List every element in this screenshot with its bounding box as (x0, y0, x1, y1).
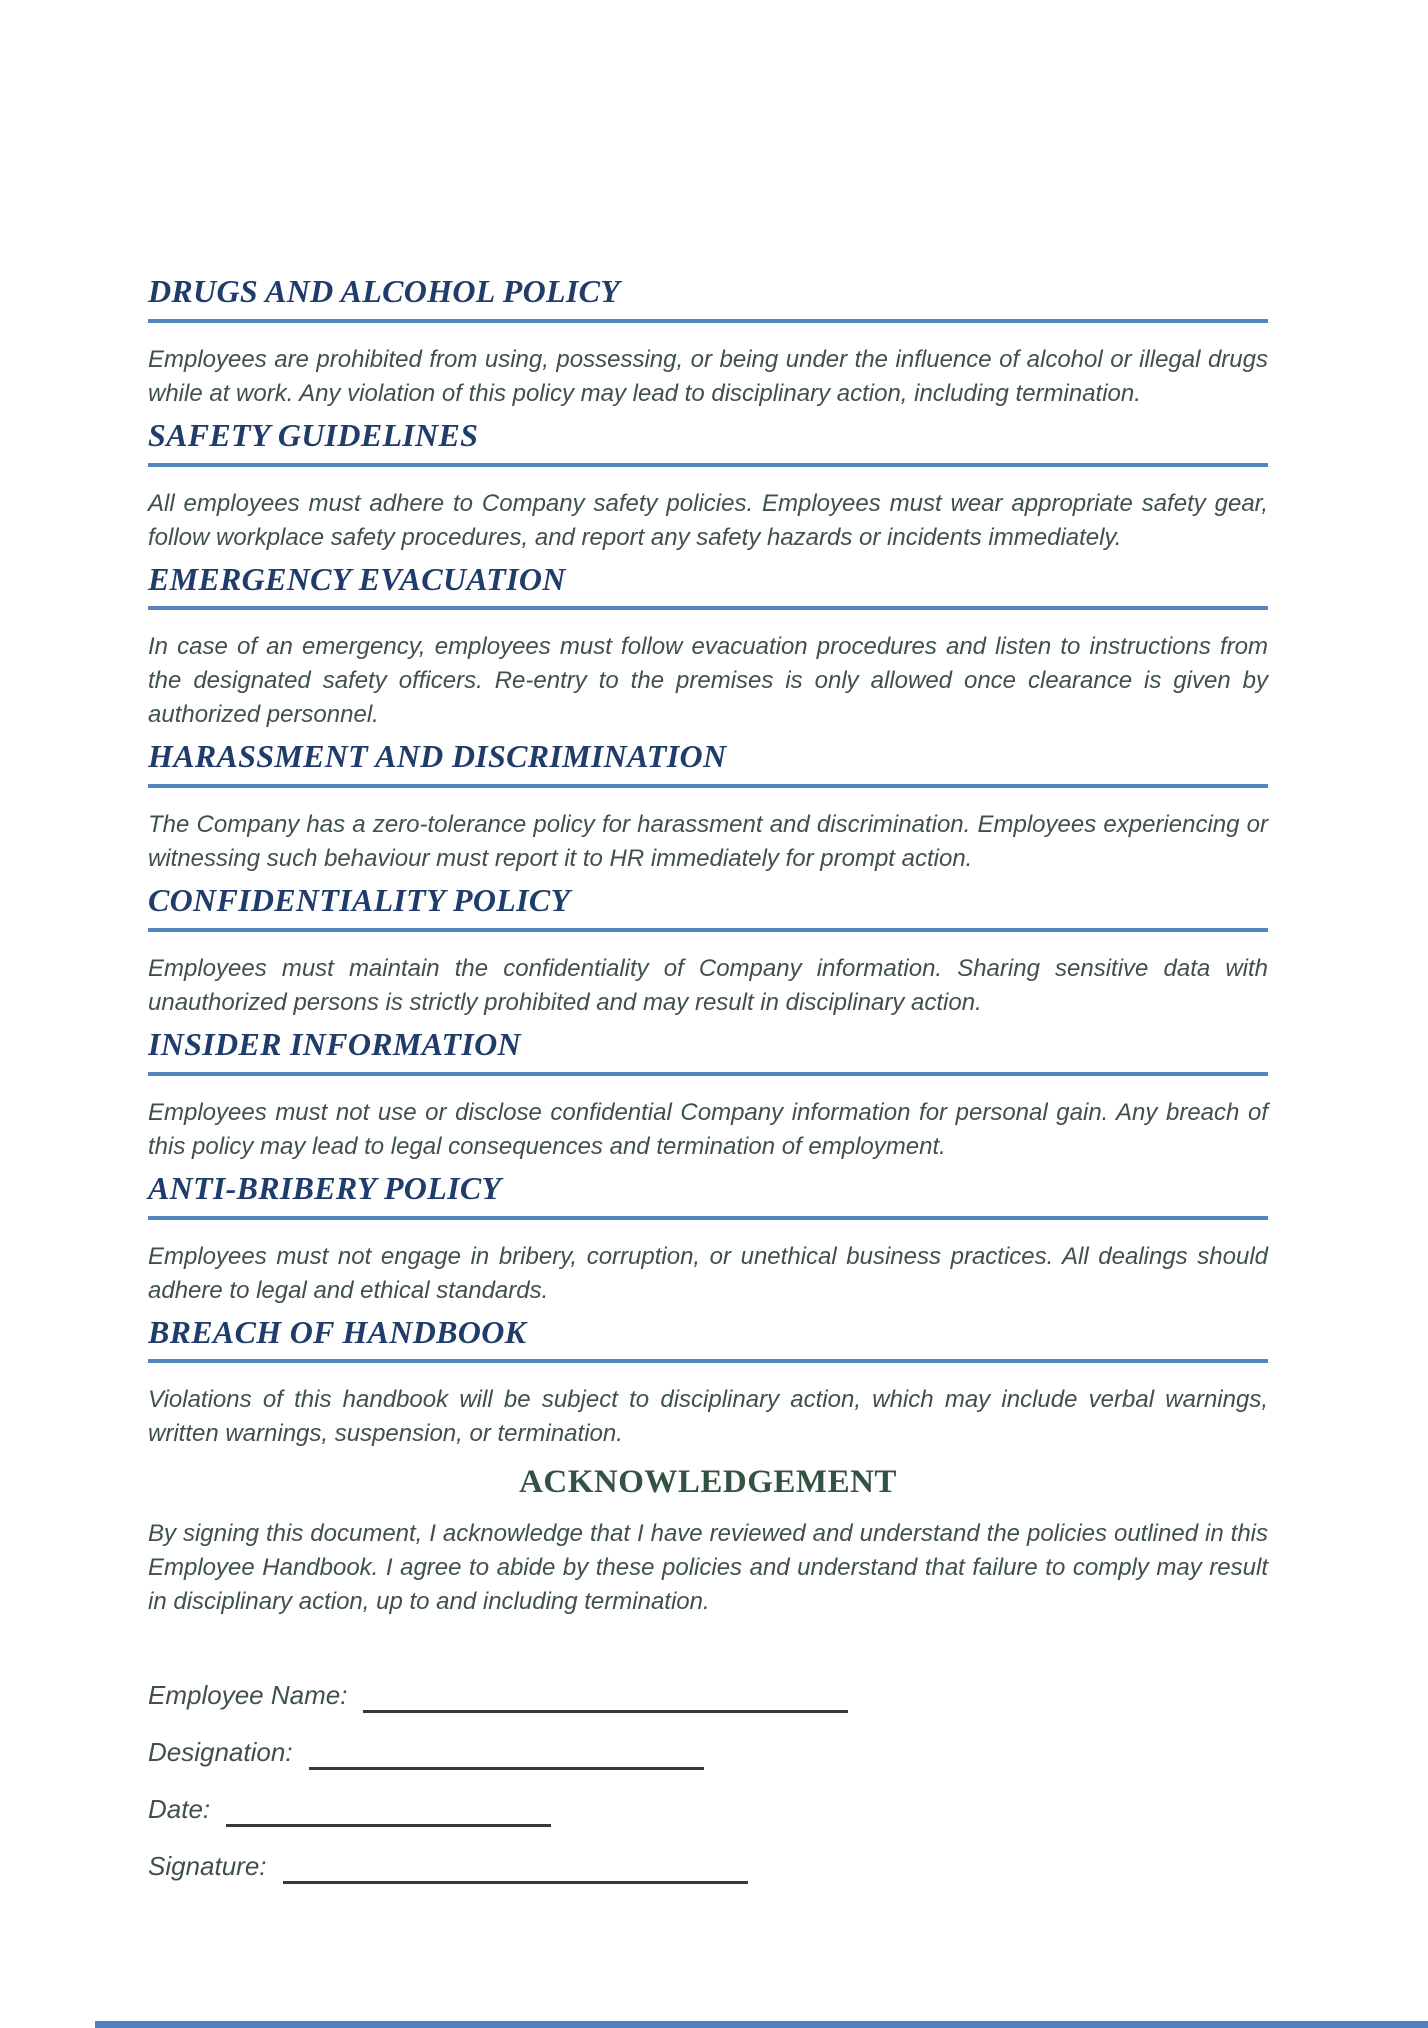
section-heading: CONFIDENTIALITY POLICY (148, 882, 1268, 932)
section-body: Employees are prohibited from using, possessing, or being under the influence of alcohol or illegal drugs while at work. Any violation of this policy may lead to disciplinary action, including termination. (148, 345, 1268, 407)
date-label: Date: (148, 1793, 211, 1824)
policy-section (148, 1170, 1268, 1308)
signature-block (148, 1677, 1268, 1884)
section-heading: INSIDER INFORMATION (148, 1026, 1268, 1076)
policy-section (148, 1026, 1268, 1164)
date-row (148, 1791, 1268, 1827)
section-body: In case of an emergency, employees must follow evacuation procedures and listen to instructions from the designated safety officers. Re-entry to the premises is only allowed once clearance is given by authorized personnel. (148, 633, 1268, 729)
section-body: Employees must not use or disclose confidential Company information for personal gain. Any breach of this policy may lead to legal consequences and termination of employment. (148, 1098, 1268, 1160)
policy-section (148, 882, 1268, 1020)
section-heading: EMERGENCY EVACUATION (148, 561, 1268, 611)
section-body: All employees must adhere to Company safety policies. Employees must wear appropriate safety gear, follow workplace safety procedures, and report any safety hazards or incidents immediately. (148, 489, 1268, 551)
signature-label: Signature: (148, 1850, 267, 1881)
employee-name-label: Employee Name: (148, 1679, 348, 1710)
section-heading: HARASSMENT AND DISCRIMINATION (148, 738, 1268, 788)
designation-label: Designation: (148, 1736, 293, 1767)
section-body: Employees must maintain the confidentiality of Company information. Sharing sensitive data with unauthorized persons is strictly prohibited and may result in disciplinary action. (148, 954, 1268, 1016)
section-heading: BREACH OF HANDBOOK (148, 1314, 1268, 1364)
page-content (148, 273, 1268, 1905)
section-heading: DRUGS AND ALCOHOL POLICY (148, 273, 1268, 323)
policy-section (148, 417, 1268, 555)
policy-section (148, 1314, 1268, 1452)
section-body: Violations of this handbook will be subject to disciplinary action, which may include verbal warnings, written warnings, suspension, or termination. (148, 1386, 1268, 1448)
policy-section (148, 561, 1268, 733)
employee-name-row (148, 1677, 1268, 1713)
acknowledgement-body: By signing this document, I acknowledge that I have reviewed and understand the policies outlined in this Employee Handbook. I agree to abide by these policies and understand that failure to comply may result in disciplinary action, up to and including termination. (148, 1519, 1268, 1615)
signature-fill-line (283, 1853, 748, 1884)
section-body: The Company has a zero-tolerance policy for harassment and discrimination. Employees experiencing or witnessing such behaviour must report it to HR immediately for prompt action. (148, 811, 1268, 873)
policy-section (148, 273, 1268, 411)
footer-accent-bar (95, 2021, 1428, 2028)
section-heading: SAFETY GUIDELINES (148, 417, 1268, 467)
acknowledgement-heading: ACKNOWLEDGEMENT (519, 1464, 897, 1501)
date-fill-line (226, 1796, 551, 1827)
section-heading: ANTI-BRIBERY POLICY (148, 1170, 1268, 1220)
signature-row (148, 1848, 1268, 1884)
employee-name-fill-line (363, 1682, 848, 1713)
policy-section (148, 738, 1268, 876)
section-body: Employees must not engage in bribery, corruption, or unethical business practices. All dealings should adhere to legal and ethical standards. (148, 1242, 1268, 1304)
acknowledgement-section (148, 1463, 1268, 1619)
designation-fill-line (309, 1739, 704, 1770)
designation-row (148, 1734, 1268, 1770)
